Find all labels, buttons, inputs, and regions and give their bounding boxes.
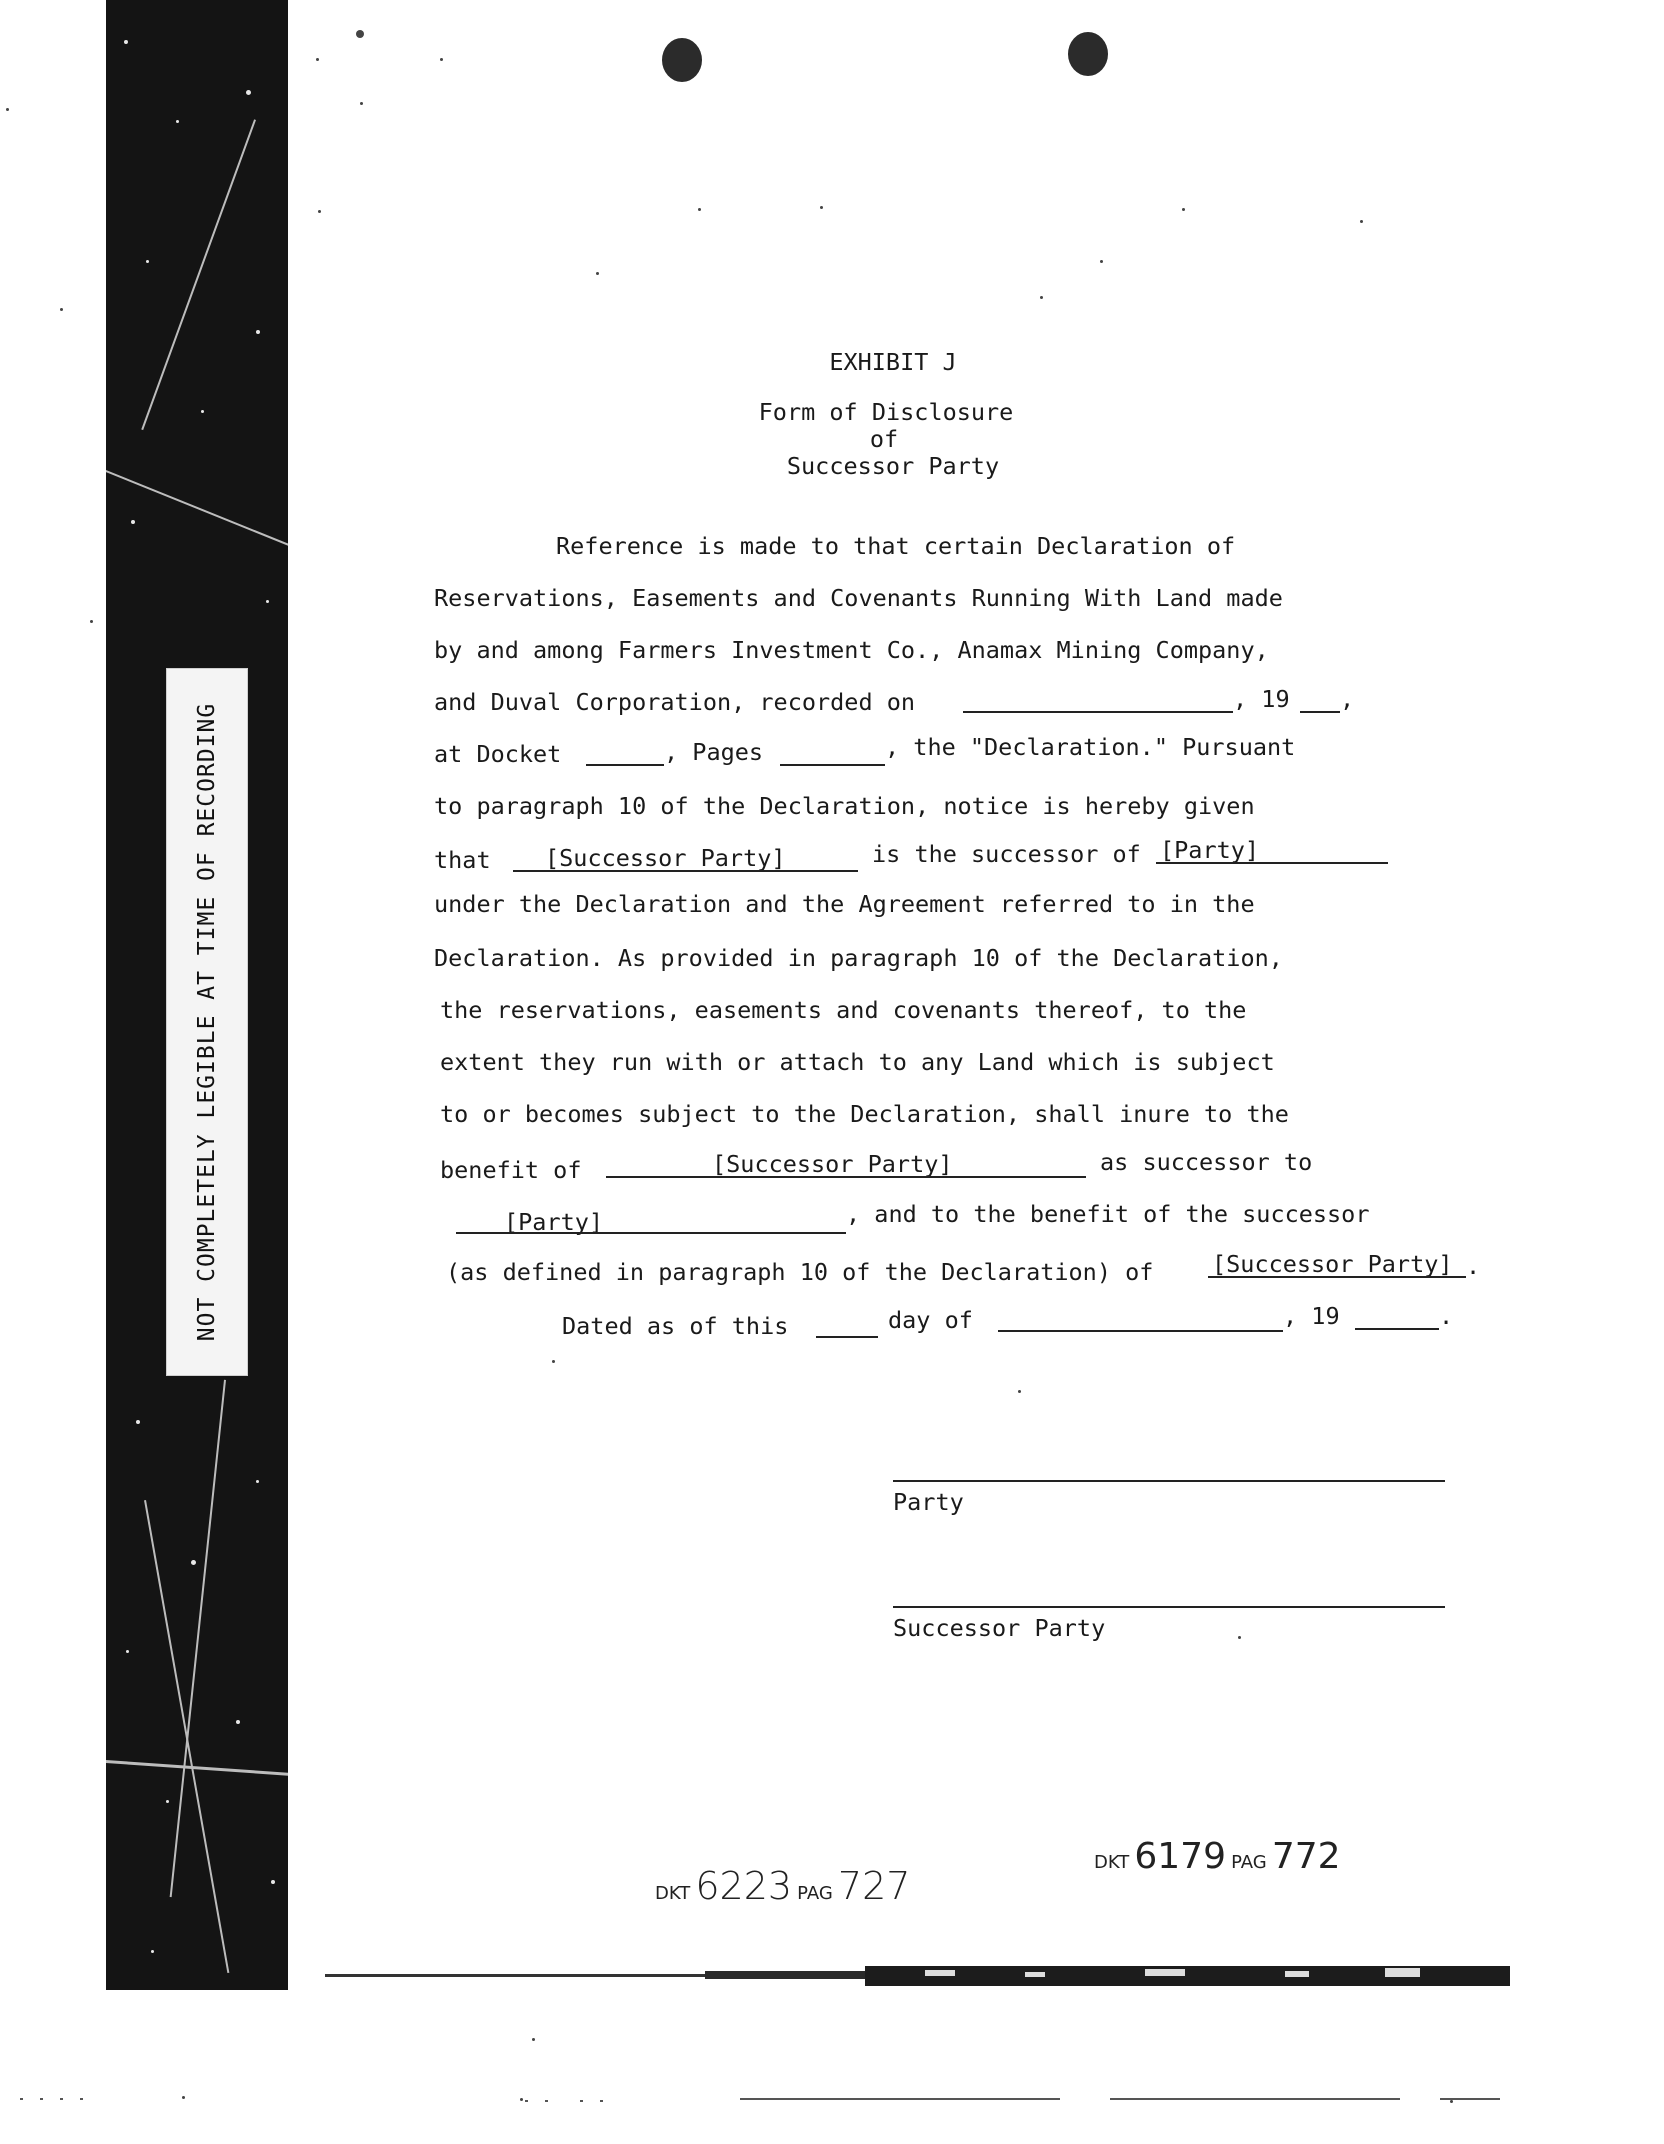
right-page-prefix: PAG: [1231, 1852, 1267, 1873]
party-fill-2: [Party]: [504, 1208, 604, 1236]
successor-party-fill-2: [Successor Party]: [712, 1150, 953, 1178]
body-line-5-start: at Docket: [434, 740, 562, 768]
body-line-8: under the Declaration and the Agreement referred to in the: [434, 890, 1255, 918]
dated-day-blank: [816, 1336, 878, 1338]
body-line-9: Declaration. As provided in paragraph 10 of the Declaration,: [434, 944, 1283, 972]
body-line-15-start: (as defined in paragraph 10 of the Declaration) of: [446, 1258, 1154, 1286]
left-page-number: 727: [837, 1864, 911, 1908]
successor-signature-label: Successor Party: [893, 1614, 1106, 1642]
right-docket-prefix: DKT: [1094, 1852, 1130, 1873]
dated-line-dayof: day of: [888, 1306, 973, 1334]
body-line-10: the reservations, easements and covenants thereof, to the: [440, 996, 1247, 1024]
docket-blank: [586, 764, 664, 766]
legibility-stamp-text: NOT COMPLETELY LEGIBLE AT TIME OF RECORDING: [194, 702, 220, 1342]
party-signature-label: Party: [893, 1488, 964, 1516]
party-blank-2: [456, 1232, 846, 1234]
party-blank-1: [1156, 862, 1388, 864]
body-line-13-start: benefit of: [440, 1156, 582, 1184]
recording-number-left: [655, 1864, 910, 1908]
recorded-date-blank: [963, 711, 1233, 713]
body-line-4-start: and Duval Corporation, recorded on: [434, 688, 916, 716]
body-line-7-mid: is the successor of: [872, 840, 1141, 868]
body-line-12: to or becomes subject to the Declaration, shall inure to the: [440, 1100, 1289, 1128]
body-line-6: to paragraph 10 of the Declaration, notice is hereby given: [434, 792, 1255, 820]
body-line-4-end: ,: [1340, 685, 1355, 713]
body-line-11: extent they run with or attach to any Land which is subject: [440, 1048, 1275, 1076]
scan-bottom-bar: [325, 1962, 1510, 1988]
body-line-4-year: , 19: [1233, 685, 1290, 713]
left-docket-number: 6223: [695, 1864, 793, 1908]
body-line-15-end: .: [1466, 1252, 1481, 1280]
party-signature-line: [893, 1480, 1445, 1482]
form-heading-line-2: of: [869, 425, 899, 453]
dated-line-start: Dated as of this: [562, 1312, 789, 1340]
dated-line-year: , 19: [1283, 1302, 1340, 1330]
successor-party-blank-2: [606, 1176, 1086, 1178]
form-heading-line-1: Form of Disclosure: [758, 398, 1014, 426]
legibility-stamp: [166, 668, 248, 1376]
body-line-5-end: , the "Declaration." Pursuant: [885, 733, 1296, 761]
form-heading-line-3: Successor Party: [786, 452, 1000, 480]
successor-party-fill-1: [Successor Party]: [545, 844, 786, 872]
dated-year-blank: [1355, 1328, 1439, 1330]
body-line-14-end: , and to the benefit of the successor: [846, 1200, 1370, 1228]
left-docket-prefix: DKT: [655, 1883, 691, 1904]
body-line-5-pages: , Pages: [664, 738, 764, 766]
successor-party-blank-3: [1208, 1276, 1466, 1278]
left-page-prefix: PAG: [797, 1883, 833, 1904]
party-fill-1: [Party]: [1160, 836, 1260, 864]
successor-party-blank-1: [513, 870, 858, 872]
successor-party-fill-3: [Successor Party]: [1212, 1250, 1453, 1278]
body-line-1: Reference is made to that certain Declaration of: [556, 532, 1236, 560]
right-docket-number: 6179: [1134, 1836, 1226, 1877]
body-line-2: Reservations, Easements and Covenants Running With Land made: [434, 584, 1283, 612]
successor-signature-line: [893, 1606, 1445, 1608]
dated-month-blank: [998, 1330, 1283, 1332]
exhibit-title: EXHIBIT J: [829, 348, 957, 376]
body-line-7-start: that: [434, 846, 491, 874]
scan-bottom-noise: [0, 2080, 1664, 2120]
punch-hole-right: [1068, 32, 1108, 76]
punch-hole-left: [662, 38, 702, 82]
recording-number-right: [1094, 1836, 1341, 1877]
body-line-13-end: as successor to: [1100, 1148, 1313, 1176]
pages-blank: [780, 764, 885, 766]
dated-line-end: .: [1439, 1302, 1454, 1330]
right-page-number: 772: [1271, 1836, 1341, 1877]
body-line-3: by and among Farmers Investment Co., Anamax Mining Company,: [434, 636, 1269, 664]
recorded-year-blank: [1300, 711, 1340, 713]
